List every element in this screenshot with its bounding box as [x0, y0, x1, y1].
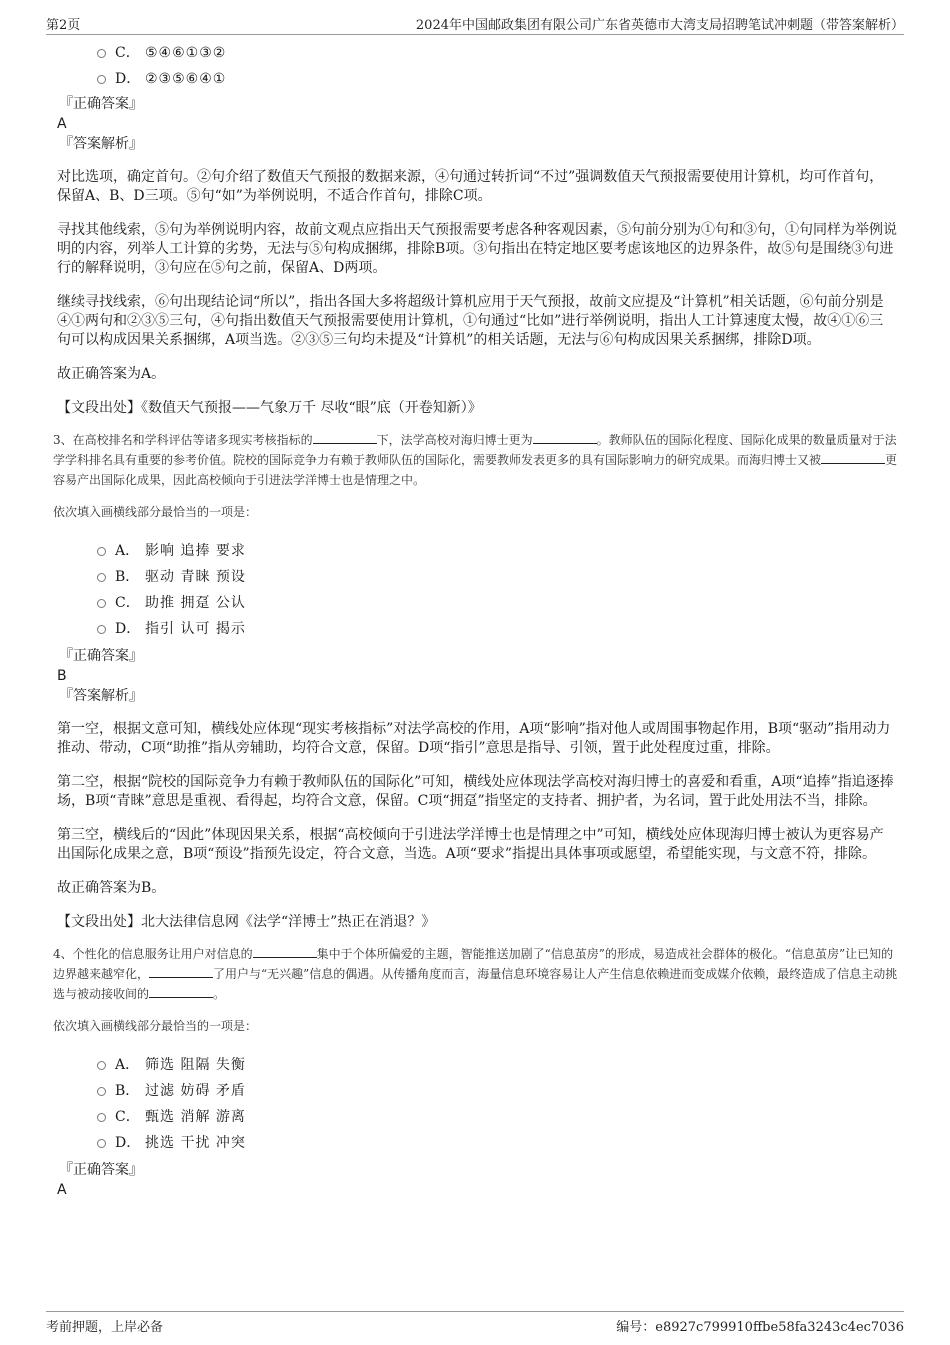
question-2: [57, 40, 897, 418]
question-stem: 4、个性化的信息服务让用户对信息的 集中于个体所偏爱的主题，智能推送加剧了“信息茧房”的形成，易造成社会群体的极化。“信息茧房”让已知的边界越来越窄化， 了用户与“无兴趣”信息的偶遇。从传播角度而言，海量信息环境容易让人产生信息依赖进而变成媒介依赖，最终造成了信息主动挑选与被动接收间的 。: [53, 947, 898, 1001]
answer-label: 『正确答案』: [59, 96, 143, 112]
option-d[interactable]: D． ②③⑤⑥④①: [0, 66, 918, 92]
document-title: 2024年中国邮政集团有限公司广东省英德市大湾支局招聘笔试冲刺题（带答案解析）: [415, 18, 904, 33]
option-b[interactable]: B． 过滤 妨碍 矛盾: [0, 1078, 918, 1104]
fill-blank: [821, 451, 885, 464]
radio-icon[interactable]: [97, 1061, 106, 1070]
radio-icon[interactable]: [97, 625, 106, 634]
analysis-paragraph: 对比选项，确定首句。②句介绍了数值天气预报的数据来源，④句通过转折词“不过”强调数值天气预报需要使用计算机，均可作首句，保留A、B、D三项。⑤句“如”为举例说明，不适合作首句，排除C项。: [57, 169, 884, 204]
radio-icon[interactable]: [97, 599, 106, 608]
fill-blank: [533, 431, 597, 444]
answer-value: A: [57, 116, 67, 132]
radio-icon[interactable]: [97, 49, 106, 58]
analysis-conclusion: 故正确答案为B。: [57, 880, 166, 896]
option-a[interactable]: A． 影响 追捧 要求: [0, 538, 918, 564]
analysis-paragraph: 寻找其他线索，⑤句为举例说明内容，故前文观点应指出天气预报需要考虑各种客观因素，⑤句前分别为①句和③句，①句同样为举例说明的内容，列举人工计算的劣势，无法与⑤句构成捆绑，排除B项。③句指出在特定地区要考虑该地区的边界条件，故⑤句是围绕③句进行的解释说明，③句应在⑤句之前，保留A、D两项。: [57, 222, 897, 276]
option-c[interactable]: C． 甄选 消解 游离: [0, 1104, 918, 1130]
option-d[interactable]: D． 挑选 干扰 冲突: [0, 1130, 918, 1156]
page-number: 第2页: [46, 18, 81, 33]
radio-icon[interactable]: [97, 75, 106, 84]
footer-slogan: 考前押题，上岸必备: [46, 1320, 164, 1335]
answer-value: B: [57, 668, 67, 684]
option-d[interactable]: D． 指引 认可 揭示: [0, 616, 918, 642]
analysis-label: 『答案解析』: [59, 136, 143, 152]
radio-icon[interactable]: [97, 1113, 106, 1122]
answer-label: 『正确答案』: [59, 1162, 143, 1178]
analysis-paragraph: 继续寻找线索，⑥句出现结论词“所以”，指出各国大多将超级计算机应用于天气预报，故前文应提及“计算机”相关话题，⑥句前分别是④①两句和②③⑤三句，④句指出数值天气预报需要使用计算机，①句通过“比如”进行举例说明，指出人工计算速度太慢，故④①⑥三句可以构成因果关系捆绑，A项当选。②③⑤三句均未提及“计算机”的相关话题，无法与⑥句构成因果关系捆绑，排除D项。: [57, 294, 884, 348]
question-4: [53, 944, 898, 1200]
option-b[interactable]: B． 驱动 青睐 预设: [0, 564, 918, 590]
answer-label: 『正确答案』: [59, 648, 143, 664]
option-c[interactable]: C． 助推 拥趸 公认: [0, 590, 918, 616]
document-code: 编号：e8927c799910ffbe58fa3243c4ec7036: [616, 1320, 904, 1335]
answer-value: A: [57, 1182, 67, 1198]
analysis-label: 『答案解析』: [59, 688, 143, 704]
analysis-paragraph: 第二空，根据“院校的国际竞争力有赖于教师队伍的国际化”可知，横线处应体现法学高校对海归博士的喜爱和看重，A项“追捧”指追逐捧场，B项“青睐”意思是重视、看得起，均符合文意，保留。C项“拥趸”指坚定的支持者、拥护者，为名词，置于此处用法不当，排除。: [57, 774, 894, 809]
question-3: [53, 430, 898, 932]
fill-blank: [313, 431, 377, 444]
option-c[interactable]: C． ⑤④⑥①③②: [0, 40, 918, 66]
document-body: [53, 40, 898, 1200]
question-stem: 3、在高校排名和学科评估等诸多现实考核指标的 下，法学高校对海归博士更为 。教师队伍的国际化程度、国际化成果的数量质量对于法学学科排名具有重要的参考价值。院校的国际竞争力有赖于教师队伍的国际化，需要教师发表更多的具有国际影响力的研究成果。而海归博士又被 更容易产出国际化成果，因此高校倾向于引进法学洋博士也是情理之中。: [53, 433, 898, 487]
radio-icon[interactable]: [97, 1087, 106, 1096]
source-citation: 【文段出处】《数值天气预报——气象万千 尽收“眼”底（开卷知新）》: [57, 400, 482, 416]
option-a[interactable]: A． 筛选 阻隔 失衡: [0, 1052, 918, 1078]
radio-icon[interactable]: [97, 1139, 106, 1148]
radio-icon[interactable]: [97, 547, 106, 556]
page-header: [46, 14, 904, 35]
analysis-paragraph: 第一空，根据文意可知，横线处应体现“现实考核指标”对法学高校的作用，A项“影响”指对他人或周围事物起作用，B项“驱动”指用动力推动、带动，C项“助推”指从旁辅助，均符合文意，保留。D项“指引”意思是指导、引领，置于此处程度过重，排除。: [57, 721, 891, 756]
source-citation: 【文段出处】北大法律信息网《法学“洋博士”热正在消退？》: [57, 914, 436, 930]
fill-blank: [149, 965, 213, 978]
analysis-paragraph: 第三空，横线后的“因此”体现因果关系，根据“高校倾向于引进法学洋博士也是情理之中”可知，横线处应体现海归博士被认为更容易产出国际化成果之意，B项“预设”指预先设定，符合文意，当选。A项“要求”指提出具体事项或愿望，希望能实现，与文意不符，排除。: [57, 827, 884, 862]
radio-icon[interactable]: [97, 573, 106, 582]
question-prompt: 依次填入画横线部分最恰当的一项是：: [53, 505, 258, 519]
fill-blank: [253, 945, 317, 958]
fill-blank: [149, 985, 213, 998]
question-prompt: 依次填入画横线部分最恰当的一项是：: [53, 1019, 258, 1033]
page-footer: [46, 1311, 904, 1336]
analysis-conclusion: 故正确答案为A。: [57, 366, 166, 382]
